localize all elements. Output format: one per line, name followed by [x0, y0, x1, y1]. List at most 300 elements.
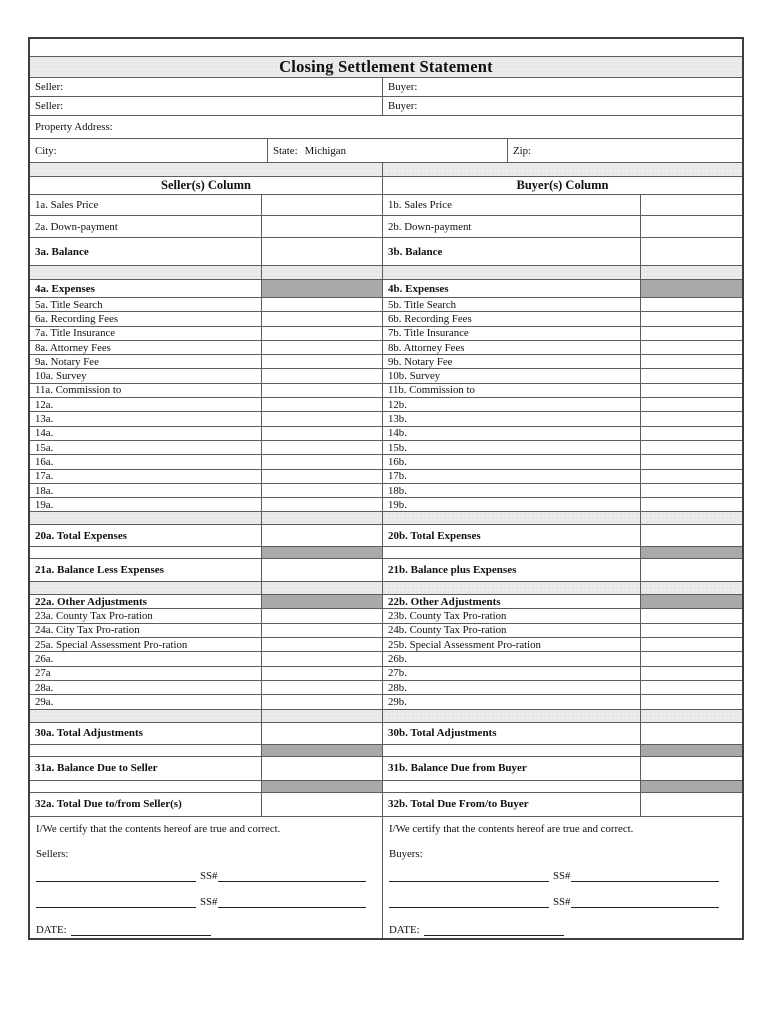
seller-row-label	[30, 341, 262, 354]
buyer-amount-cell[interactable]	[641, 455, 742, 468]
seller-row-label	[30, 624, 262, 637]
buyer-signature-line[interactable]	[389, 869, 549, 882]
form-title: Closing Settlement Statement	[279, 57, 493, 76]
label-text: 10b. Survey	[388, 370, 441, 383]
buyer-amount-cell[interactable]	[641, 470, 742, 483]
label-text: 2a. Down-payment	[35, 220, 118, 233]
seller-signature-line[interactable]	[36, 869, 196, 882]
buyer-row-label	[383, 195, 641, 215]
label-text: 30a. Total Adjustments	[35, 727, 143, 740]
seller-row-label	[30, 455, 262, 468]
signature-row	[389, 895, 734, 908]
table-row	[30, 638, 742, 652]
buyer-amount-cell[interactable]	[641, 681, 742, 694]
label-text: 29a.	[35, 695, 54, 708]
label-text: 17a.	[35, 470, 54, 483]
buyer-2-label: Buyer:	[388, 100, 418, 112]
label-text: 1a. Sales Price	[35, 199, 99, 211]
seller-row-label	[30, 238, 262, 265]
zip-field[interactable]	[508, 139, 742, 162]
label-text: 23b. County Tax Pro-ration	[388, 610, 507, 623]
date-row	[36, 923, 374, 936]
signature-row	[36, 869, 374, 882]
table-row	[30, 652, 742, 666]
table-row	[30, 384, 742, 398]
table-row	[30, 341, 742, 355]
label-text: 14a.	[35, 427, 54, 440]
seller-amount-cell[interactable]	[262, 484, 383, 497]
seller-amount-cell[interactable]	[262, 441, 383, 454]
separator-cell	[262, 710, 383, 722]
seller-row-label	[30, 280, 262, 297]
buyer-row-label	[383, 470, 641, 483]
signature-row	[36, 895, 374, 908]
seller-signature-line-2[interactable]	[36, 895, 196, 908]
label-text: 5b. Title Search	[388, 298, 457, 311]
seller-amount-cell[interactable]	[262, 216, 383, 237]
buyer-amount-cell[interactable]	[641, 638, 742, 651]
table-row	[30, 793, 742, 817]
table-row	[30, 695, 742, 709]
label-text: 4a. Expenses	[35, 282, 95, 295]
label-text: 3b. Balance	[388, 245, 443, 258]
seller-row-label	[30, 498, 262, 511]
signature-row	[389, 869, 734, 882]
property-address-row	[30, 116, 742, 139]
table-row	[30, 312, 742, 326]
table-row	[30, 298, 742, 312]
dark-separator-row	[30, 745, 742, 757]
label-text: 12b.	[388, 398, 407, 411]
seller-row-label	[30, 484, 262, 497]
label-text: 30b. Total Adjustments	[388, 727, 497, 740]
table-row	[30, 757, 742, 781]
buyer-row-label	[383, 695, 641, 708]
dark-cell	[641, 547, 742, 558]
party-row-1	[30, 78, 742, 97]
separator-cell	[262, 582, 383, 594]
label-text: 24a. City Tax Pro-ration	[35, 624, 140, 637]
separator-row	[30, 163, 742, 177]
seller-amount-cell[interactable]	[262, 498, 383, 511]
buyer-amount-cell[interactable]	[641, 384, 742, 397]
buyer-row-label	[383, 559, 641, 581]
dark-separator-row	[30, 781, 742, 793]
buyer-amount-cell[interactable]	[641, 341, 742, 354]
seller-2-label: Seller:	[35, 100, 64, 112]
label-text: 21a. Balance Less Expenses	[35, 564, 164, 577]
label-text: 16b.	[388, 455, 407, 468]
ss-label: SS#	[553, 895, 571, 908]
buyer-row-label	[383, 384, 641, 397]
buyer-column-header: Buyer(s) Column	[516, 178, 609, 192]
separator-cell	[641, 582, 742, 594]
table-row	[30, 624, 742, 638]
label-text: 21b. Balance plus Expenses	[388, 564, 517, 577]
label-text: 31a. Balance Due to Seller	[35, 762, 158, 775]
buyer-row-label	[383, 624, 641, 637]
seller-amount-cell[interactable]	[262, 695, 383, 708]
buyer-amount-cell[interactable]	[641, 667, 742, 680]
table-row	[30, 723, 742, 745]
dark-cell	[262, 547, 383, 558]
ss-label: SS#	[200, 869, 218, 882]
label-text: 18a.	[35, 484, 54, 497]
seller-1-field[interactable]	[30, 78, 383, 96]
buyer-row-label	[383, 398, 641, 411]
buyer-amount-cell[interactable]	[641, 355, 742, 368]
separator-cell	[383, 745, 641, 756]
seller-row-label	[30, 412, 262, 425]
seller-ss-line-2[interactable]	[218, 895, 366, 908]
seller-amount-cell[interactable]	[262, 195, 383, 215]
buyer-row-label	[383, 455, 641, 468]
buyer-amount-cell[interactable]	[641, 369, 742, 382]
seller-row-label	[30, 216, 262, 237]
seller-ss-line[interactable]	[218, 869, 366, 882]
seller-amount-cell[interactable]	[262, 681, 383, 694]
label-text: 6a. Recording Fees	[35, 312, 119, 325]
buyer-amount-cell[interactable]	[641, 723, 742, 744]
buyer-row-label	[383, 681, 641, 694]
label-text: 32a. Total Due to/from Seller(s)	[35, 798, 182, 811]
label-text: 14b.	[388, 427, 407, 440]
buyer-amount-cell[interactable]	[641, 216, 742, 237]
zip-label: Zip:	[513, 144, 531, 157]
buyer-certification-cell	[383, 817, 742, 938]
seller-row-label	[30, 681, 262, 694]
table-row	[30, 355, 742, 369]
seller-row-label	[30, 384, 262, 397]
label-text: 3a. Balance	[35, 245, 89, 258]
separator-row	[30, 710, 742, 723]
table-row	[30, 327, 742, 341]
buyer-amount-cell[interactable]	[641, 238, 742, 265]
label-text: 20b. Total Expenses	[388, 529, 481, 542]
buyer-row-label	[383, 498, 641, 511]
closing-settlement-form	[28, 37, 744, 940]
label-text: 13b.	[388, 413, 407, 426]
seller-row-label	[30, 559, 262, 581]
seller-amount-cell[interactable]	[262, 384, 383, 397]
label-text: 13a.	[35, 413, 54, 426]
seller-amount-cell[interactable]	[262, 470, 383, 483]
label-text: 1b. Sales Price	[388, 199, 452, 211]
label-text: 28a.	[35, 681, 54, 694]
seller-amount-cell[interactable]	[262, 238, 383, 265]
seller-row-label	[30, 355, 262, 368]
buyer-row-label	[383, 216, 641, 237]
seller-amount-cell[interactable]	[262, 427, 383, 440]
buyer-amount-cell[interactable]	[641, 498, 742, 511]
buyer-ss-line[interactable]	[571, 869, 719, 882]
sellers-label: Sellers:	[36, 847, 69, 860]
separator-cell	[641, 710, 742, 722]
buyer-row-label	[383, 280, 641, 297]
seller-amount-cell[interactable]	[262, 723, 383, 744]
seller-row-label	[30, 470, 262, 483]
property-address-field[interactable]	[30, 116, 742, 138]
label-text: 15b.	[388, 441, 407, 454]
label-text: 8a. Attorney Fees	[35, 341, 111, 354]
label-text: 11a. Commission to	[35, 384, 122, 397]
buyer-1-label: Buyer:	[388, 81, 418, 93]
separator-cell	[30, 512, 262, 524]
label-text: 10a. Survey	[35, 370, 87, 383]
separator-cell	[262, 266, 383, 279]
city-field[interactable]	[30, 139, 268, 162]
blank-top-row	[30, 39, 742, 57]
separator-cell	[262, 512, 383, 524]
buyer-amount-cell[interactable]	[641, 484, 742, 497]
buyer-amount-cell[interactable]	[641, 624, 742, 637]
table-row	[30, 470, 742, 484]
buyer-amount-cell[interactable]	[641, 609, 742, 622]
table-row	[30, 559, 742, 582]
separator-cell	[641, 266, 742, 279]
state-field[interactable]	[268, 139, 508, 162]
label-text: 22b. Other Adjustments	[388, 595, 501, 608]
seller-row-label	[30, 312, 262, 325]
seller-amount-cell[interactable]	[262, 638, 383, 651]
label-text: 18b.	[388, 484, 407, 497]
seller-row-label	[30, 652, 262, 665]
table-row	[30, 498, 742, 512]
table-row	[30, 681, 742, 695]
table-row	[30, 195, 742, 216]
seller-amount-cell[interactable]	[262, 369, 383, 382]
buyer-row-label	[383, 369, 641, 382]
seller-amount-cell[interactable]	[262, 559, 383, 581]
label-text: 24b. County Tax Pro-ration	[388, 624, 507, 637]
separator-cell	[383, 163, 742, 176]
table-row	[30, 455, 742, 469]
buyer-row-label	[383, 427, 641, 440]
label-text: 22a. Other Adjustments	[35, 595, 147, 608]
seller-row-label	[30, 595, 262, 608]
seller-amount-cell[interactable]	[262, 624, 383, 637]
dark-cell	[262, 781, 383, 792]
date-label: DATE:	[389, 923, 420, 936]
seller-amount-cell[interactable]	[262, 609, 383, 622]
seller-amount-cell[interactable]	[262, 312, 383, 325]
buyer-amount-cell[interactable]	[641, 195, 742, 215]
buyer-date-line[interactable]	[424, 923, 564, 936]
buyer-amount-cell[interactable]	[641, 298, 742, 311]
buyer-amount-cell[interactable]	[641, 327, 742, 340]
separator-row	[30, 512, 742, 525]
label-text: 12a.	[35, 398, 54, 411]
certification-row	[30, 817, 742, 938]
label-text: 5a. Title Search	[35, 298, 103, 311]
seller-amount-cell[interactable]	[262, 398, 383, 411]
label-text: 29b.	[388, 695, 407, 708]
separator-cell	[383, 582, 641, 594]
buyer-row-label	[383, 441, 641, 454]
buyer-amount-cell[interactable]	[641, 652, 742, 665]
label-text: 7b. Title Insurance	[388, 327, 469, 340]
label-text: 7a. Title Insurance	[35, 327, 116, 340]
buyer-amount-cell[interactable]	[641, 793, 742, 816]
buyer-row-label	[383, 355, 641, 368]
buyer-row-label	[383, 412, 641, 425]
buyer-amount-cell[interactable]	[641, 441, 742, 454]
buyer-row-label	[383, 327, 641, 340]
buyer-amount-cell[interactable]	[641, 398, 742, 411]
seller-row-label	[30, 298, 262, 311]
table-row	[30, 525, 742, 547]
separator-cell	[383, 710, 641, 722]
dark-separator-row	[30, 547, 742, 559]
table-row	[30, 238, 742, 266]
label-text: 20a. Total Expenses	[35, 529, 127, 542]
buyer-row-label	[383, 793, 641, 816]
seller-1-label: Seller:	[35, 81, 64, 93]
separator-cell	[30, 547, 262, 558]
table-row	[30, 216, 742, 238]
label-text: 6b. Recording Fees	[388, 312, 472, 325]
seller-row-label	[30, 793, 262, 816]
buyer-row-label	[383, 298, 641, 311]
table-row	[30, 484, 742, 498]
seller-amount-cell[interactable]	[262, 298, 383, 311]
buyer-row-label	[383, 238, 641, 265]
seller-row-label	[30, 609, 262, 622]
table-row	[30, 369, 742, 383]
buyer-amount-cell[interactable]	[641, 412, 742, 425]
seller-row-label	[30, 525, 262, 546]
buyer-row-label	[383, 312, 641, 325]
label-text: 32b. Total Due From/to Buyer	[388, 798, 529, 811]
buyer-ss-line-2[interactable]	[571, 895, 719, 908]
label-text: 9a. Notary Fee	[35, 355, 99, 368]
seller-amount-cell-disabled	[262, 280, 383, 297]
seller-amount-cell[interactable]	[262, 667, 383, 680]
ss-label: SS#	[553, 869, 571, 882]
table-row	[30, 667, 742, 681]
seller-amount-cell[interactable]	[262, 355, 383, 368]
separator-cell	[641, 512, 742, 524]
buyer-amount-cell[interactable]	[641, 427, 742, 440]
seller-amount-cell[interactable]	[262, 412, 383, 425]
seller-amount-cell[interactable]	[262, 757, 383, 780]
table-row	[30, 595, 742, 609]
buyer-amount-cell[interactable]	[641, 525, 742, 546]
column-header-row	[30, 177, 742, 195]
label-text: 8b. Attorney Fees	[388, 341, 465, 354]
party-row-2	[30, 97, 742, 116]
certify-statement: I/We certify that the contents hereof are true and correct.	[389, 822, 634, 835]
buyer-row-label	[383, 652, 641, 665]
date-row	[389, 923, 734, 936]
seller-row-label	[30, 195, 262, 215]
state-value: Michigan	[304, 144, 346, 157]
seller-amount-cell[interactable]	[262, 525, 383, 546]
buyer-row-label	[383, 609, 641, 622]
separator-cell	[383, 512, 641, 524]
label-text: 23a. County Tax Pro-ration	[35, 610, 153, 623]
buyer-row-label	[383, 723, 641, 744]
label-text: 4b. Expenses	[388, 282, 449, 295]
label-text: 2b. Down-payment	[388, 220, 472, 233]
seller-amount-cell-disabled	[262, 595, 383, 608]
label-text: 9b. Notary Fee	[388, 355, 453, 368]
buyer-1-field[interactable]	[383, 78, 742, 96]
separator-cell	[383, 547, 641, 558]
seller-2-field[interactable]	[30, 97, 383, 115]
buyer-row-label	[383, 638, 641, 651]
date-label: DATE:	[36, 923, 67, 936]
buyer-amount-cell[interactable]	[641, 312, 742, 325]
separator-row	[30, 582, 742, 595]
label-text: 26a.	[35, 652, 54, 665]
buyer-row-label	[383, 667, 641, 680]
seller-amount-cell[interactable]	[262, 327, 383, 340]
buyer-row-label	[383, 484, 641, 497]
seller-amount-cell[interactable]	[262, 341, 383, 354]
separator-cell	[30, 781, 262, 792]
label-text: 11b. Commission to	[388, 384, 475, 397]
label-text: 17b.	[388, 470, 407, 483]
separator-cell	[383, 781, 641, 792]
table-row	[30, 427, 742, 441]
separator-cell	[30, 582, 262, 594]
seller-row-label	[30, 757, 262, 780]
label-text: 31b. Balance Due from Buyer	[388, 762, 527, 775]
seller-row-label	[30, 427, 262, 440]
buyer-row-label	[383, 341, 641, 354]
seller-amount-cell[interactable]	[262, 652, 383, 665]
label-text: 25b. Special Assessment Pro-ration	[388, 638, 541, 651]
separator-cell	[30, 163, 383, 176]
seller-row-label	[30, 327, 262, 340]
buyer-amount-cell[interactable]	[641, 695, 742, 708]
certify-statement: I/We certify that the contents hereof are true and correct.	[36, 822, 281, 835]
city-label: City:	[35, 144, 57, 157]
separator-cell	[383, 266, 641, 279]
state-label: State:	[273, 144, 298, 157]
label-text: 25a. Special Assessment Pro-ration	[35, 638, 188, 651]
buyers-label: Buyers:	[389, 847, 423, 860]
label-text: 15a.	[35, 441, 54, 454]
dark-cell	[641, 781, 742, 792]
label-text: 19a.	[35, 498, 54, 511]
label-text: 27b.	[388, 667, 407, 680]
separator-cell	[30, 710, 262, 722]
dark-cell	[262, 745, 383, 756]
ss-label: SS#	[200, 895, 218, 908]
table-row	[30, 280, 742, 298]
separator-cell	[30, 745, 262, 756]
buyer-amount-cell-disabled	[641, 280, 742, 297]
label-text: 28b.	[388, 681, 407, 694]
buyer-signature-line-2[interactable]	[389, 895, 549, 908]
seller-row-label	[30, 398, 262, 411]
seller-amount-cell[interactable]	[262, 455, 383, 468]
buyer-amount-cell[interactable]	[641, 757, 742, 780]
buyer-amount-cell[interactable]	[641, 559, 742, 581]
buyer-2-field[interactable]	[383, 97, 742, 115]
label-text: 16a.	[35, 455, 54, 468]
title-bar	[30, 57, 742, 78]
seller-column-header: Seller(s) Column	[30, 177, 383, 194]
seller-date-line[interactable]	[71, 923, 211, 936]
seller-row-label	[30, 667, 262, 680]
dark-cell	[641, 745, 742, 756]
table-row	[30, 398, 742, 412]
table-row	[30, 441, 742, 455]
seller-amount-cell[interactable]	[262, 793, 383, 816]
